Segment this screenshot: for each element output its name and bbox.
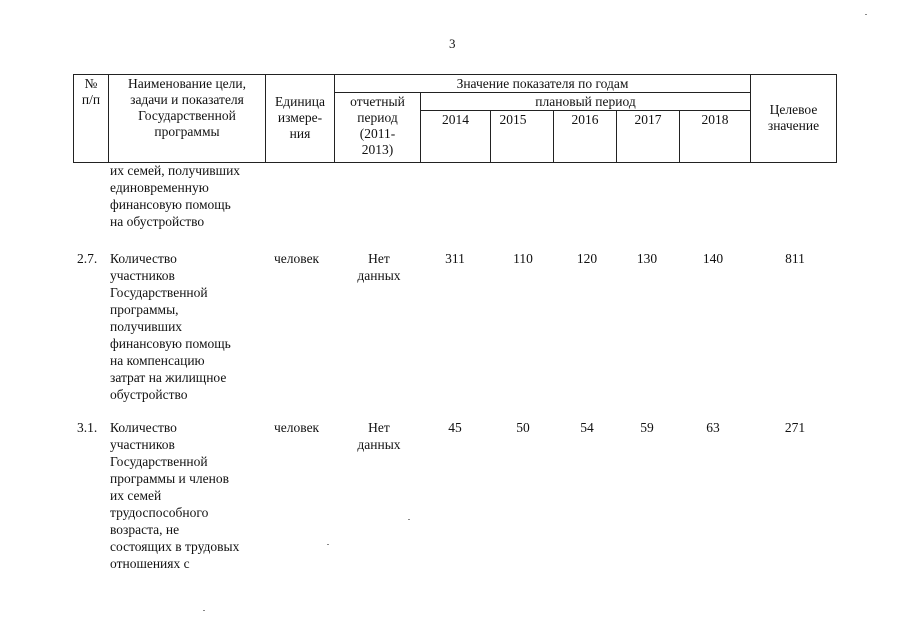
continuation-text: их семей, получивших единовременную финансовую помощь на обустройство — [110, 163, 241, 229]
row-value-2018: 140 — [702, 251, 724, 266]
row-value-2014: 311 — [445, 251, 465, 266]
row-target: 811 — [785, 251, 805, 266]
row-reporting: Нет данных — [357, 420, 401, 452]
row-unit: человек — [274, 420, 320, 435]
header-year-2018: 2018 — [701, 112, 729, 127]
header-planned-divider — [420, 110, 750, 111]
row-value-2015: 50 — [516, 420, 530, 435]
row-value-2014: 45 — [448, 420, 462, 435]
header-name: Наименование цели, задачи и показателя Государственной программы — [127, 76, 247, 139]
row-reporting: Нет данных — [357, 251, 401, 283]
col-border — [836, 74, 837, 163]
row-value-2017: 130 — [636, 251, 658, 266]
header-values-by-year: Значение показателя по годам — [456, 76, 629, 91]
row-name: Количество участников Государственной программы, получивших финансовую помощь на компенсацию затрат на жилищное обустройство — [110, 251, 231, 402]
header-year-2017: 2017 — [634, 112, 662, 127]
row-value-2015: 110 — [513, 251, 533, 266]
row-value-2016: 54 — [580, 420, 594, 435]
row-unit: человек — [274, 251, 320, 266]
header-unit: Единица измере- ния — [274, 94, 325, 141]
header-year-2015: 2015 — [499, 112, 527, 127]
scan-speck — [408, 519, 410, 520]
row-num: 3.1. — [77, 420, 98, 435]
header-year-2016: 2016 — [571, 112, 599, 127]
header-years-divider — [334, 92, 750, 93]
header-top-border — [73, 74, 750, 75]
row-value-2017: 59 — [640, 420, 654, 435]
header-top-border-target — [750, 74, 837, 75]
scan-speck — [327, 544, 329, 545]
row-name: Количество участников Государственной программы и членов их семей трудоспособного возраста, не состоящих в трудовых отношениях с — [110, 420, 240, 571]
header-year-2014: 2014 — [442, 112, 469, 127]
scan-speck — [865, 14, 867, 15]
header-num: № п/п — [81, 76, 101, 107]
row-num: 2.7. — [77, 251, 98, 266]
header-planned-period: плановый период — [535, 94, 636, 109]
header-reporting-period: отчетный период (2011- 2013) — [350, 94, 405, 157]
row-value-2018: 63 — [706, 420, 720, 435]
header-target: Целевое значение — [767, 102, 820, 133]
scan-speck — [203, 610, 205, 611]
page-number: 3 — [449, 36, 456, 51]
row-target: 271 — [784, 420, 806, 435]
row-value-2016: 120 — [576, 251, 598, 266]
